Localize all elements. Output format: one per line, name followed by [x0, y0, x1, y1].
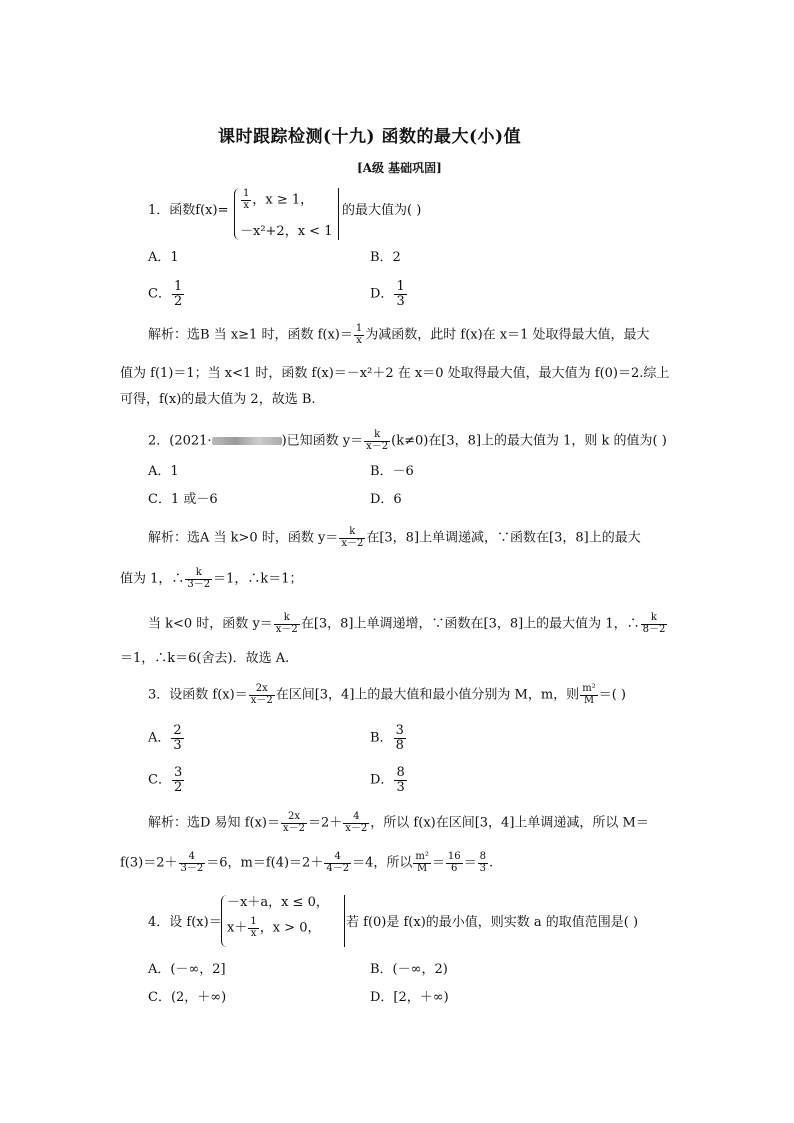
q1-case-2: －x²+2，x < 1	[240, 224, 333, 239]
q4-option-d: D．[2，＋∞)	[370, 990, 449, 1005]
q1-solution-line-1: 解析：选B 当 x≥1 时，函数 f(x)＝ $\frac{1}{x}$ 为减函数，此时 f(x)在 x＝1 处取得最大值，最大	[148, 323, 650, 346]
q2-stem: 2．(2021· )已知函数 y＝ $\frac{k}{x-2}$ (k≠0)在[3，8]上的最大值为 1，则 k 的值为( )	[148, 429, 667, 452]
q4-option-a: A．(－∞，2]	[148, 962, 226, 977]
q4-case-2: x＋ $\frac{1}{x}$ ，x > 0，	[227, 916, 321, 939]
q3-option-a: A． $\frac{2}{3}$	[148, 723, 182, 753]
page-title: 课时跟踪检测(十九) 函数的最大(小)值	[218, 127, 522, 147]
q1-fx: f(x)=	[195, 203, 229, 218]
q3-stem: 3．设函数 f(x)＝ $\frac{2x}{x-2}$ 在区间[3，4]上的最大值和最小值分别为 M，m，则 $\frac{\text{m²}}{M}$ ＝( )	[148, 683, 626, 706]
q3-solution-line-1: 解析：选D 易知 f(x)＝ $\frac{2x}{x-2}$ ＝2＋ $\frac{4}{x-2}$ ，所以 f(x)在区间[3，4]上单调递减，所以 M＝	[148, 811, 649, 834]
q4-option-c: C．(2，＋∞)	[148, 990, 227, 1005]
q1-stem-post: 的最大值为( )	[342, 203, 422, 218]
q4-option-b: B．(－∞，2)	[370, 962, 448, 977]
q1-option-a: A．1	[148, 250, 179, 265]
q4-stem-post: 若 f(0)是 f(x)的最小值，则实数 a 的取值范围是( )	[346, 915, 639, 930]
q2-solution-line-2: 值为 1，∴ $\frac{k}{3-2}$ ＝1，∴k＝1；	[120, 567, 303, 590]
q2-option-d: D．6	[370, 492, 402, 507]
q1-stem-pre: 1．函数	[148, 203, 196, 218]
q1-right-bar	[336, 188, 339, 240]
q3-option-b: B． $\frac{3}{8}$	[370, 723, 404, 753]
q2-solution-line-3: 当 k<0 时，函数 y＝ $\frac{k}{x-2}$ 在[3，8]上单调递增，∵函数在[3，8]上的最大值为 1，∴ $\frac{k}{8-2}$	[148, 612, 666, 635]
q3-option-c: C． $\frac{3}{2}$	[148, 765, 183, 795]
q2-solution-line-4: ＝1，∴k＝6(舍去)．故选 A.	[120, 651, 290, 666]
q2-option-a: A．1	[148, 464, 179, 479]
q1-option-c: C． $\frac{1}{2}$	[148, 279, 183, 309]
q1-solution-line-2: 值为 f(1)＝1；当 x<1 时，函数 f(x)＝－x²＋2 在 x＝0 处取得最大值，最大值为 f(0)＝2.综上	[120, 366, 670, 381]
q3-option-d: D． $\frac{8}{3}$	[370, 765, 405, 795]
q1-case-1: $\frac{1}{x}$ ，x ≥ 1，	[243, 188, 314, 211]
q3-solution-line-2: f(3)＝2＋ $\frac{4}{3-2}$ ＝6，m＝f(4)＝2＋ $\frac{4}{4-2}$ ＝4，所以 $\frac{\text{m²}}{M}$ ＝ $\frac{16}{6}$ ＝ $\frac{8}{3}$ .	[120, 851, 494, 874]
q1-option-b: B．2	[370, 250, 401, 265]
q2-solution-line-1: 解析：选A 当 k>0 时，函数 y＝ $\frac{k}{x-2}$ 在[3，8]上单调递减，∵函数在[3，8]上的最大	[148, 526, 641, 549]
q2-source-smudge	[212, 437, 282, 445]
level-label: [A级 基础巩固]	[357, 161, 442, 175]
q1-option-d: D． $\frac{1}{3}$	[370, 279, 405, 309]
q2-option-c: C．1 或－6	[148, 492, 218, 507]
q4-right-bar	[342, 895, 345, 947]
q4-stem-pre: 4．设 f(x)＝	[148, 915, 222, 930]
q4-case-1: －x＋a，x ≤ 0，	[227, 895, 329, 910]
q1-solution-line-3: 可得，f(x)的最大值为 2，故选 B.	[120, 392, 316, 407]
q2-option-b: B．－6	[370, 464, 414, 479]
